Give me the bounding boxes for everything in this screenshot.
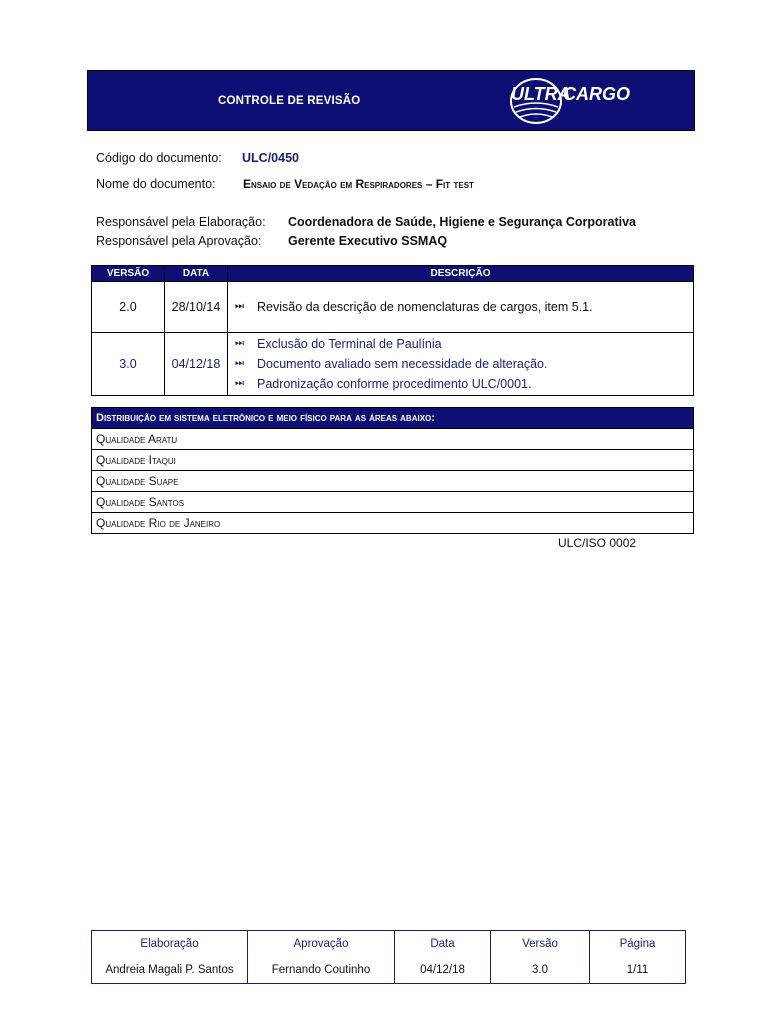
aprov-label: Responsável pela Aprovação: <box>96 234 262 248</box>
revision-date: 28/10/14 <box>165 282 228 333</box>
form-code: ULC/ISO 0002 <box>558 536 637 550</box>
fast-forward-icon: ⏭ <box>235 301 244 312</box>
distribution-area: Qualidade Itaqui <box>92 450 694 471</box>
footer-data-value: 04/12/18 <box>395 957 491 984</box>
revision-description <box>228 282 694 333</box>
elab-label: Responsável pela Elaboração: <box>96 215 266 229</box>
svg-text:ULTRA: ULTRA <box>511 84 571 104</box>
ultracargo-logo <box>508 77 658 125</box>
footer-versao-label: Versão <box>491 931 590 958</box>
revision-version: 3.0 <box>92 333 165 396</box>
footer-elaboracao-value: Andreia Magali P. Santos <box>92 957 248 984</box>
nome-label: Nome do documento: <box>96 177 216 191</box>
revision-item: Documento avaliado sem necessidade de alteração. <box>257 357 548 371</box>
revision-version: 2.0 <box>92 282 165 333</box>
footer-data-label: Data <box>395 931 491 958</box>
col-versao: VERSÃO <box>92 266 165 282</box>
revision-date: 04/12/18 <box>165 333 228 396</box>
distribution-area: Qualidade Aratu <box>92 429 694 450</box>
codigo-value: ULC/0450 <box>242 151 299 165</box>
distribution-table <box>91 407 694 534</box>
codigo-label: Código do documento: <box>96 151 222 165</box>
distribution-area: Qualidade Suape <box>92 471 694 492</box>
footer-pagina-label: Página <box>590 931 686 958</box>
fast-forward-icon: ⏭ <box>235 358 244 369</box>
col-descricao: DESCRIÇÃO <box>228 266 694 282</box>
fast-forward-icon: ⏭ <box>235 338 244 349</box>
document-header <box>87 70 695 131</box>
revision-row <box>92 282 694 333</box>
footer-table <box>91 930 686 984</box>
aprov-value: Gerente Executivo SSMAQ <box>288 234 448 248</box>
distribution-area: Qualidade Rio de Janeiro <box>92 513 694 534</box>
svg-text:CARGO: CARGO <box>563 84 630 104</box>
footer-pagina-value: 1/11 <box>590 957 686 984</box>
revision-row <box>92 333 694 396</box>
distribution-header: Distribuição em sistema eletrônico e meio físico para as áreas abaixo: <box>92 408 694 429</box>
footer-aprovacao-label: Aprovação <box>248 931 395 958</box>
footer-aprovacao-value: Fernando Coutinho <box>248 957 395 984</box>
revision-item: Exclusão do Terminal de Paulínia <box>257 337 442 351</box>
footer-elaboracao-label: Elaboração <box>92 931 248 958</box>
revision-item: Revisão da descrição de nomenclaturas de cargos, item 5.1. <box>257 300 593 314</box>
revision-description <box>228 333 694 396</box>
elab-value: Coordenadora de Saúde, Higiene e Segurança Corporativa <box>288 215 637 229</box>
header-title: CONTROLE DE REVISÃO <box>218 95 361 107</box>
fast-forward-icon: ⏭ <box>235 378 244 389</box>
distribution-area: Qualidade Santos <box>92 492 694 513</box>
footer-versao-value: 3.0 <box>491 957 590 984</box>
revision-table <box>91 265 694 396</box>
revision-item: Padronização conforme procedimento ULC/0001. <box>257 377 532 391</box>
col-data: DATA <box>165 266 228 282</box>
nome-value: Ensaio de Vedação em Respiradores – Fit test <box>243 177 474 191</box>
